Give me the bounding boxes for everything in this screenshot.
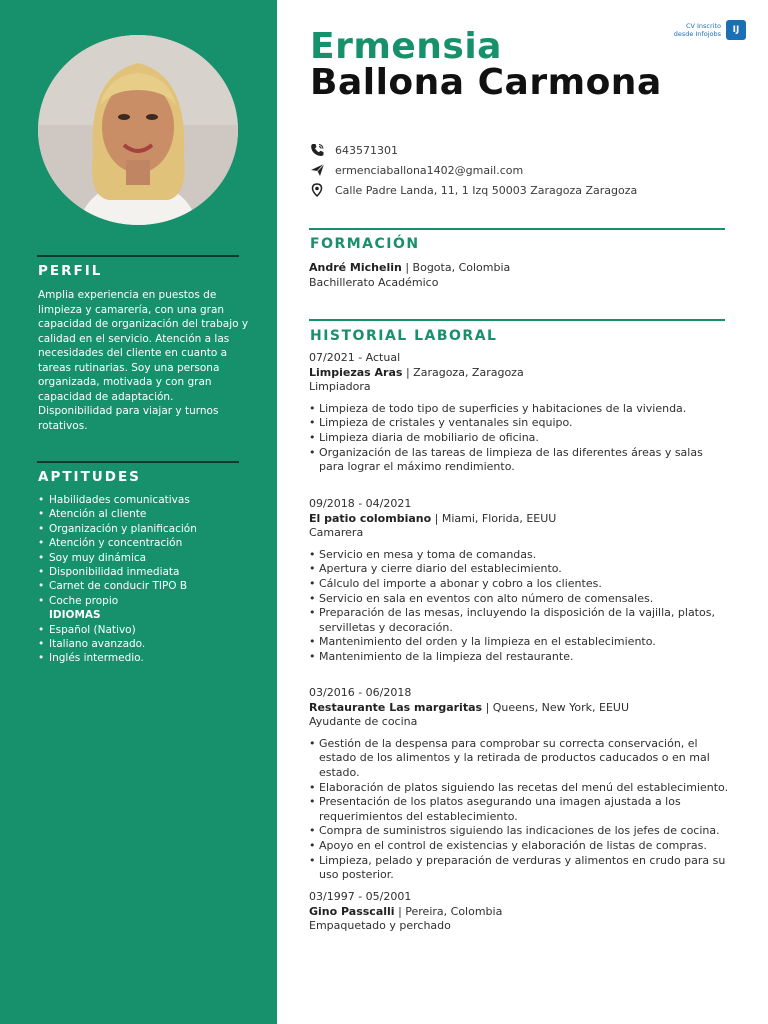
postal-address: Calle Padre Landa, 11, 1 Izq 50003 Zaragoza Zaragoza [335, 183, 638, 197]
job-role: Camarera [309, 526, 364, 540]
job-task: • Apoyo en el control de existencias y elaboración de listas de compras. [309, 839, 729, 854]
badge-line-1: CV Inscrito [685, 21, 721, 30]
skill-item: • Disponibilidad inmediata [38, 565, 258, 579]
job-dates: 09/2018 - 04/2021 [309, 497, 412, 510]
job-task: • Gestión de la despensa para comprobar su correcta conservación, el estado de los alimentos y la retirada de productos caducados o en mal estado. [309, 737, 729, 781]
job-dates: 07/2021 - Actual [309, 351, 401, 364]
skill-item: • Coche propio [38, 594, 258, 608]
language-item: • Italiano avanzado. [38, 637, 258, 651]
profile-summary: Amplia experiencia en puestos de limpieza y camarería, con una gran capacidad de organización del trabajo y calidad en el servicio. Atención a las necesidades del cliente en cuanto a tareas rutinarias. Soy una persona organizada, motivada y con gran capacidad de adaptación. Disponibilidad para viajar y turnos rotativos. [38, 289, 249, 432]
profile-photo-image [38, 35, 238, 225]
job-tasks [309, 737, 729, 883]
job-task: • Compra de suministros siguiendo las indicaciones de los jefes de cocina. [309, 824, 729, 839]
education-divider [309, 228, 725, 230]
job-task: • Mantenimiento del orden y la limpieza en el establecimiento. [309, 635, 729, 650]
job-role: Limpiadora [309, 380, 371, 394]
job-location: | Zaragoza, Zaragoza [405, 365, 524, 379]
phone-icon [309, 143, 325, 157]
job-company: Gino Passcalli [309, 904, 395, 918]
job-title-line [309, 366, 729, 381]
job-dates: 03/2016 - 06/2018 [309, 686, 412, 699]
education-institution: André Michelin [309, 261, 402, 274]
work-divider [309, 319, 725, 321]
job-location: | Miami, Florida, EEUU [434, 511, 557, 525]
job-task: • Mantenimiento de la limpieza del restaurante. [309, 650, 729, 665]
last-name: Ballona Carmona [310, 62, 662, 103]
job-entry [309, 686, 729, 883]
skill-item: • Atención al cliente [38, 507, 258, 521]
job-company: Restaurante Las margaritas [309, 700, 483, 714]
job-task: • Cálculo del importe a abonar y cobro a los clientes. [309, 577, 729, 592]
language-item: • Español (Nativo) [38, 623, 258, 637]
education-location: | Bogota, Colombia [405, 261, 511, 274]
job-task: • Preparación de las mesas, incluyendo la disposición de la vajilla, platos, servilletas y decoración. [309, 606, 729, 635]
language-item: • Inglés intermedio. [38, 651, 258, 665]
education-heading: FORMACIÓN [310, 236, 420, 252]
job-task: • Presentación de los platos asegurando una imagen ajustada a los requerimientos del establecimiento. [309, 795, 729, 824]
skills-heading: APTITUDES [38, 469, 141, 485]
skill-item: • Atención y concentración [38, 536, 258, 550]
contact-phone [309, 143, 398, 157]
profile-photo [38, 35, 238, 225]
skill-item: • Organización y planificación [38, 522, 258, 536]
sidebar [0, 0, 277, 1024]
first-name: Ermensia [310, 26, 502, 67]
job-company: Limpiezas Aras [309, 365, 403, 379]
skill-item: • Soy muy dinámica [38, 551, 258, 565]
job-task: • Elaboración de platos siguiendo las recetas del menú del establecimiento. [309, 781, 729, 796]
job-location: | Pereira, Colombia [398, 904, 503, 918]
job-task: • Limpieza, pelado y preparación de verduras y alimentos en crudo para su uso posterior. [309, 854, 729, 883]
badge-line-2: desde Infojobs [673, 30, 721, 38]
job-role: Ayudante de cocina [309, 715, 418, 729]
job-entry [309, 497, 729, 665]
job-task: • Limpieza de cristales y ventanales sin equipo. [309, 416, 729, 431]
job-task: • Limpieza diaria de mobiliario de oficina. [309, 431, 729, 446]
job-tasks [309, 402, 729, 475]
job-task: • Limpieza de todo tipo de superficies y habitaciones de la vivienda. [309, 402, 729, 417]
skills-list [38, 493, 258, 666]
badge-text [674, 22, 721, 39]
profile-divider [37, 255, 239, 257]
email-address[interactable]: ermenciaballona1402@gmail.com [335, 163, 524, 177]
languages-heading: IDIOMAS [49, 609, 101, 622]
education-title-line [309, 261, 729, 276]
job-title-line [309, 512, 729, 527]
job-task: • Organización de las tareas de limpieza de las diferentes áreas y salas para lograr el máximo rendimiento. [309, 446, 729, 475]
education-degree: Bachillerato Académico [309, 275, 439, 289]
job-task: • Apertura y cierre diario del establecimiento. [309, 562, 729, 577]
infojobs-badge[interactable] [674, 20, 746, 40]
contact-email [309, 163, 523, 177]
contact-address [309, 183, 637, 197]
location-pin-icon [309, 183, 325, 197]
skills-divider [37, 461, 239, 463]
work-heading: HISTORIAL LABORAL [310, 328, 498, 344]
job-location: | Queens, New York, EEUU [485, 700, 629, 714]
send-icon [309, 163, 325, 177]
job-title-line [309, 905, 729, 920]
phone-number: 643571301 [335, 143, 398, 157]
profile-heading: PERFIL [38, 263, 103, 279]
job-company: El patio colombiano [309, 511, 432, 525]
skill-item: • Habilidades comunicativas [38, 493, 258, 507]
job-role: Empaquetado y perchado [309, 919, 451, 933]
job-task: • Servicio en mesa y toma de comandas. [309, 548, 729, 563]
skill-item: • Carnet de conducir TIPO B [38, 579, 258, 593]
job-dates: 03/1997 - 05/2001 [309, 890, 412, 903]
job-tasks [309, 548, 729, 665]
infojobs-logo-icon: IJ [726, 20, 746, 40]
job-entry [309, 890, 729, 934]
job-title-line [309, 701, 729, 716]
education-entry [309, 261, 729, 290]
job-task: • Servicio en sala en eventos con alto número de comensales. [309, 592, 729, 607]
job-entry [309, 351, 729, 475]
